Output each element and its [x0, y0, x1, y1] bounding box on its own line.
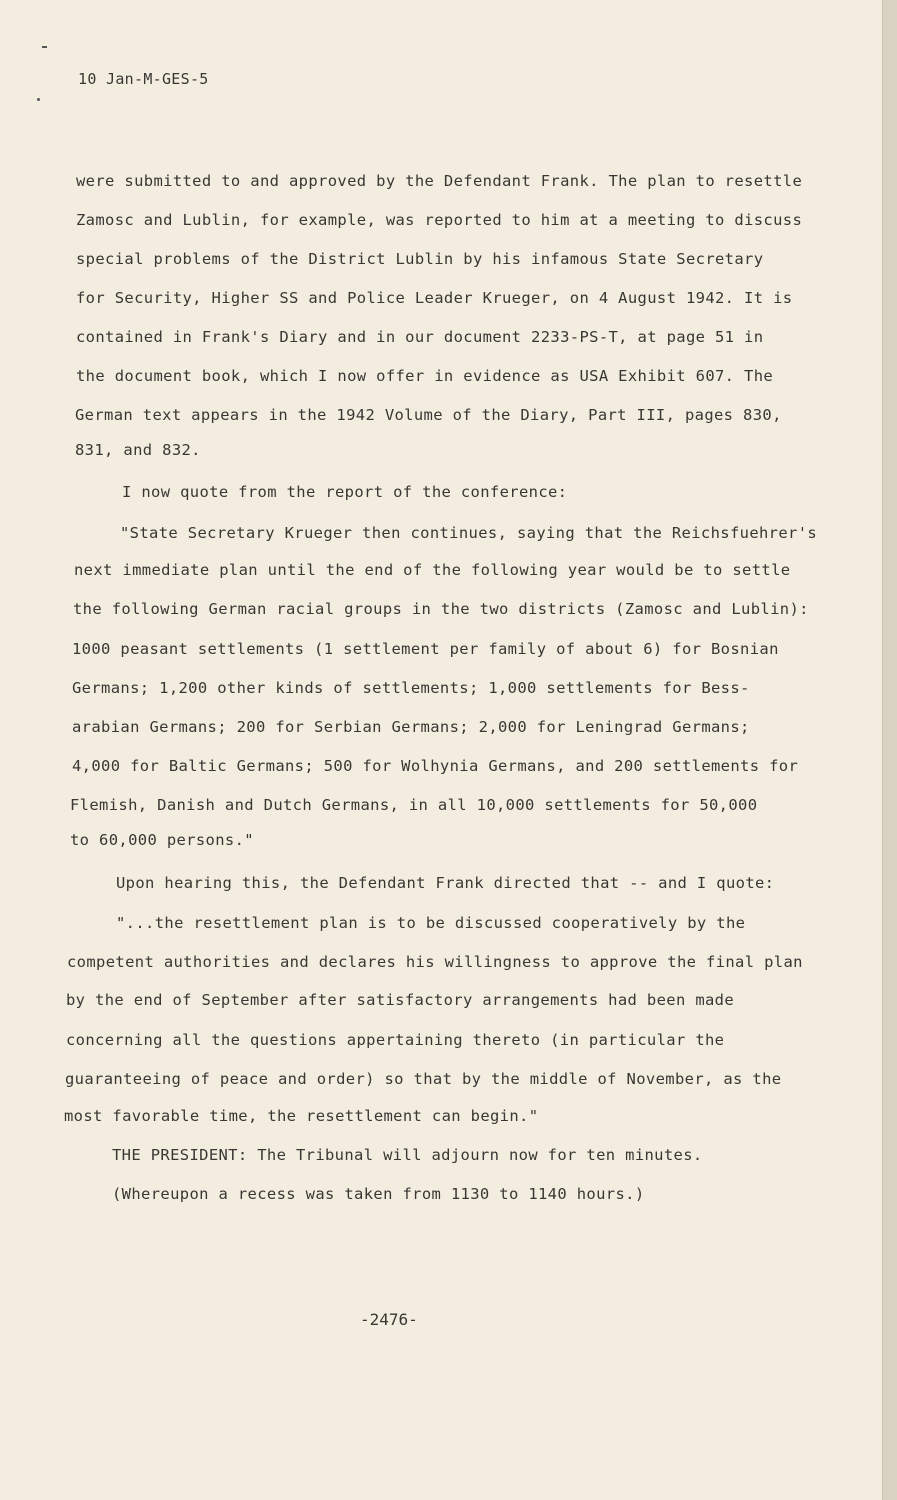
text-line: 831, and 832.	[75, 441, 201, 459]
text-line: "...the resettlement plan is to be discussed cooperatively by the	[116, 914, 746, 932]
text-line: I now quote from the report of the conference:	[122, 483, 568, 501]
text-line: THE PRESIDENT: The Tribunal will adjourn now for ten minutes.	[112, 1146, 703, 1164]
margin-mark	[37, 98, 40, 101]
text-line: Germans; 1,200 other kinds of settlements; 1,000 settlements for Bess-	[72, 679, 750, 697]
text-line: the following German racial groups in the two districts (Zamosc and Lublin):	[73, 600, 809, 618]
text-line: concerning all the questions appertaining thereto (in particular the	[66, 1031, 725, 1049]
page-number: -2476-	[360, 1310, 418, 1329]
text-line: (Whereupon a recess was taken from 1130 to 1140 hours.)	[112, 1185, 645, 1203]
text-line: contained in Frank's Diary and in our document 2233-PS-T, at page 51 in	[76, 328, 764, 346]
text-line: most favorable time, the resettlement can begin."	[64, 1107, 539, 1125]
text-line: arabian Germans; 200 for Serbian Germans; 2,000 for Leningrad Germans;	[72, 718, 750, 736]
text-line: by the end of September after satisfactory arrangements had been made	[66, 991, 735, 1009]
text-line: Upon hearing this, the Defendant Frank directed that -- and I quote:	[116, 874, 775, 892]
text-line: German text appears in the 1942 Volume of the Diary, Part III, pages 830,	[75, 406, 782, 424]
text-line: guaranteeing of peace and order) so that by the middle of November, as the	[65, 1070, 782, 1088]
text-line: 4,000 for Baltic Germans; 500 for Wolhynia Germans, and 200 settlements for	[72, 757, 799, 775]
text-line: Zamosc and Lublin, for example, was reported to him at a meeting to discuss	[76, 211, 803, 229]
text-line: "State Secretary Krueger then continues, saying that the Reichsfuehrer's	[120, 524, 818, 542]
text-line: to 60,000 persons."	[70, 831, 254, 849]
text-line: were submitted to and approved by the Defendant Frank. The plan to resettle	[76, 172, 803, 190]
text-line: competent authorities and declares his willingness to approve the final plan	[67, 953, 803, 971]
text-line: the document book, which I now offer in evidence as USA Exhibit 607. The	[76, 367, 774, 385]
page-edge	[882, 0, 897, 1500]
text-line: for Security, Higher SS and Police Leader Krueger, on 4 August 1942. It is	[76, 289, 793, 307]
margin-mark	[42, 46, 47, 48]
text-line: special problems of the District Lublin by his infamous State Secretary	[76, 250, 764, 268]
text-line: Flemish, Danish and Dutch Germans, in all 10,000 settlements for 50,000	[70, 796, 758, 814]
text-line: 1000 peasant settlements (1 settlement per family of about 6) for Bosnian	[72, 640, 779, 658]
document-header: 10 Jan-M-GES-5	[78, 70, 209, 88]
text-line: next immediate plan until the end of the following year would be to settle	[74, 561, 791, 579]
